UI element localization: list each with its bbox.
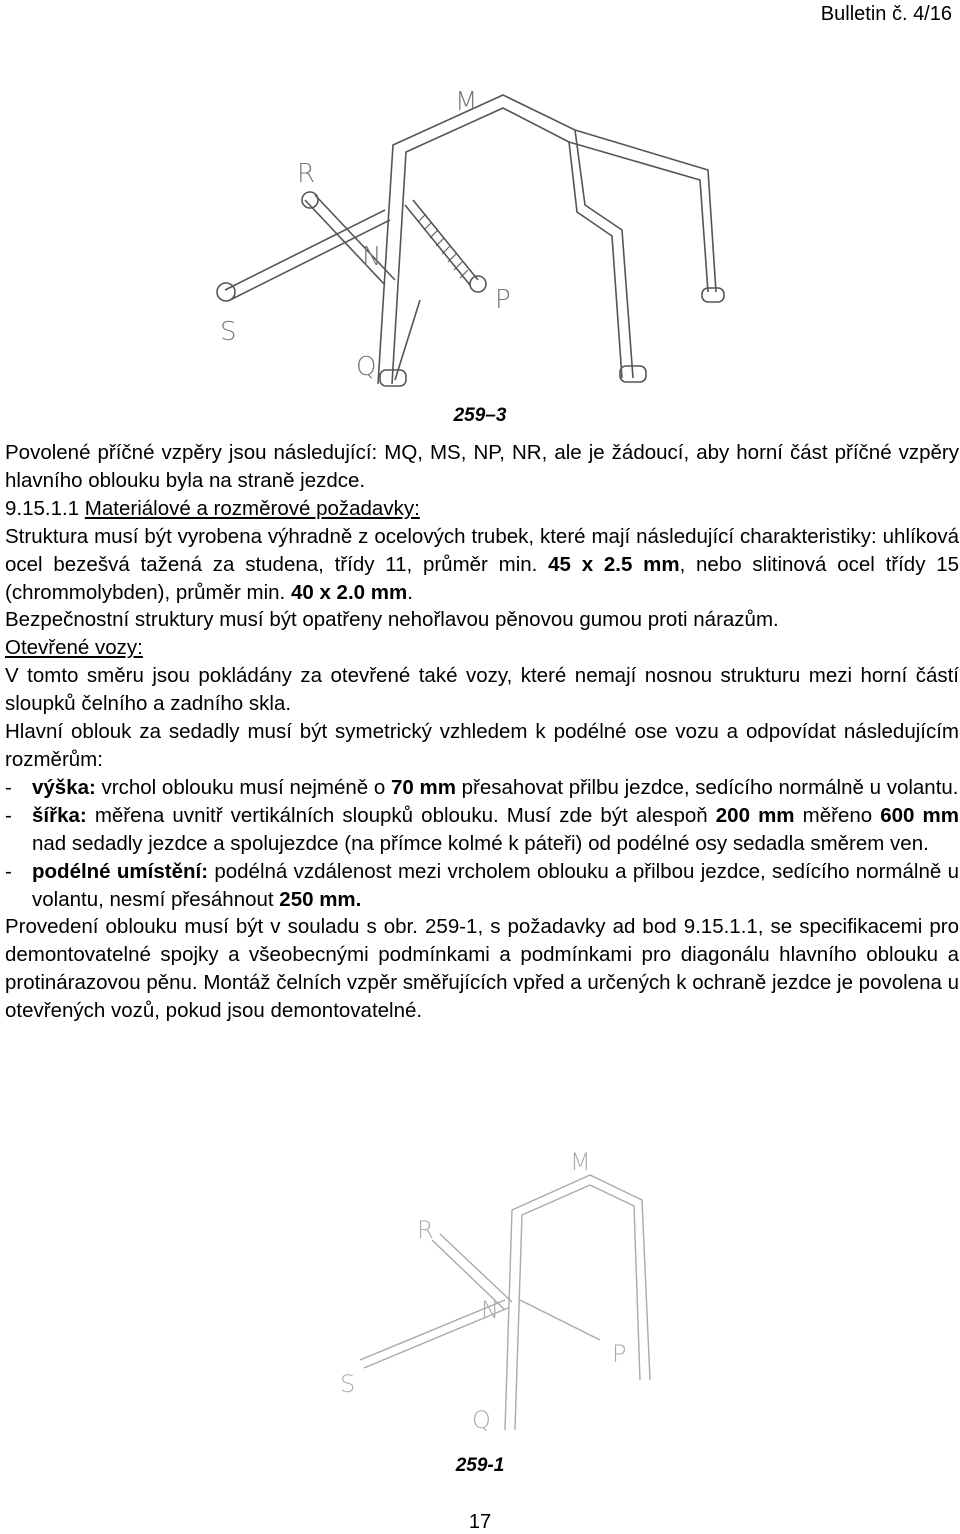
height-value: 70 mm bbox=[390, 775, 456, 799]
width-text-b: měřeno bbox=[794, 803, 881, 827]
bullet-dash: - bbox=[5, 775, 12, 799]
figure-caption-259-1: 259-1 bbox=[455, 1455, 505, 1476]
bullet-dash: - bbox=[5, 859, 12, 883]
label-n: N bbox=[481, 1296, 499, 1324]
width-text-c: nad sedadly jezdce a spolujezdce (na přímce kolmé k páteři) od podélné osy sedadla směrem ven. bbox=[32, 831, 929, 855]
label-r: R bbox=[417, 1216, 434, 1244]
label-p: P bbox=[495, 285, 511, 315]
placement-text-a: podélná vzdálenost mezi vrcholem oblouku a přilbou jezdce, sedícího normálně u volantu, nesmí přesáhnout bbox=[32, 859, 959, 911]
paragraph-main-hoop: Hlavní oblouk za sedadly musí být symetrický vzhledem k podélné ose vozu a odpovídat následujícím rozměrům: bbox=[5, 720, 959, 771]
bullet-dash: - bbox=[5, 803, 12, 827]
paragraph-construction: Provedení oblouku musí být v souladu s obr. 259-1, s požadavky ad bod 9.15.1.1, se specifikacemi pro demontovatelné spojky a všeobecnými podmínkami a podmínkami pro diagonálu hlavního oblouku a protinárazovou pěnu. Montáž čelních vzpěr směřujících vpřed a určených k ochraně jezdce je povolena u otevřených vozů, pokud jsou demontovatelné. bbox=[5, 915, 959, 1023]
open-cars-heading bbox=[5, 634, 959, 662]
materials-text-a: Struktura musí být vyrobena výhradně z ocelových trubek, které mají následující charakteristiky: uhlíková ocel bezešvá tažená za studena, třídy 11, průměr min. bbox=[5, 524, 959, 576]
open-cars-title: Otevřené vozy: bbox=[5, 636, 143, 660]
paragraph-open-cars: V tomto směru jsou pokládány za otevřené také vozy, které nemají nosnou strukturu mezi horní částí sloupků čelního a zadního skla. bbox=[5, 664, 959, 716]
materials-dim-2: 40 x 2.0 mm bbox=[290, 580, 408, 604]
label-r: R bbox=[297, 159, 316, 189]
height-text-b: přesahovat přilbu jezdce, sedícího normálně u volantu. bbox=[455, 775, 959, 799]
list-item-content bbox=[32, 774, 959, 802]
list-item-placement bbox=[5, 858, 959, 914]
figure-caption-259-3: 259–3 bbox=[453, 405, 507, 426]
height-text-a: vrchol oblouku musí nejméně o bbox=[95, 775, 391, 799]
width-value-1: 200 mm bbox=[715, 803, 795, 827]
page-number: 17 bbox=[468, 1511, 492, 1533]
label-p: P bbox=[612, 1340, 627, 1368]
placement-label: podélné umístění: bbox=[32, 859, 209, 883]
label-s: S bbox=[220, 317, 237, 347]
label-q: Q bbox=[356, 352, 377, 382]
placement-value: 250 mm. bbox=[279, 887, 362, 911]
paragraph-foam: Bezpečnostní struktury musí být opatřeny nehořlavou pěnovou gumou proti nárazům. bbox=[5, 608, 779, 632]
list-item-height bbox=[5, 774, 959, 802]
figure-roll-cage-259-1 bbox=[0, 1140, 960, 1450]
section-title: Materiálové a rozměrové požadavky: bbox=[84, 496, 420, 520]
body-text bbox=[5, 439, 959, 1025]
width-text-a: měřena uvnitř vertikálních sloupků oblouku. Musí zde být alespoň bbox=[86, 803, 716, 827]
label-q: Q bbox=[472, 1406, 491, 1434]
materials-text-c: . bbox=[407, 580, 413, 604]
list-item-content bbox=[32, 802, 959, 858]
label-n: N bbox=[362, 242, 382, 272]
list-item-content bbox=[32, 858, 959, 914]
materials-dim-1: 45 x 2.5 mm bbox=[548, 552, 680, 576]
roll-cage-drawing bbox=[0, 80, 960, 400]
figure-roll-cage-259-3 bbox=[0, 80, 960, 400]
roll-cage-drawing-simple bbox=[0, 1140, 960, 1450]
height-label: výška: bbox=[32, 775, 96, 799]
width-value-2: 600 mm bbox=[880, 803, 960, 827]
list-item-width bbox=[5, 802, 959, 858]
label-m: M bbox=[570, 1148, 591, 1176]
width-label: šířka: bbox=[32, 803, 87, 827]
paragraph-bracing: Povolené příčné vzpěry jsou následující: MQ, MS, NP, NR, ale je žádoucí, aby horní část příčné vzpěry hlavního oblouku byla na straně jezdce. bbox=[5, 441, 959, 492]
label-m: M bbox=[455, 87, 478, 117]
section-heading bbox=[5, 495, 959, 523]
paragraph-materials bbox=[5, 523, 959, 607]
section-number: 9.15.1.1 bbox=[5, 496, 80, 520]
label-s: S bbox=[340, 1370, 356, 1398]
page-header: Bulletin č. 4/16 bbox=[820, 3, 952, 25]
materials-text-b: , nebo slitinová ocel třídy 15 (chrommolybden), průměr min. bbox=[5, 552, 960, 604]
